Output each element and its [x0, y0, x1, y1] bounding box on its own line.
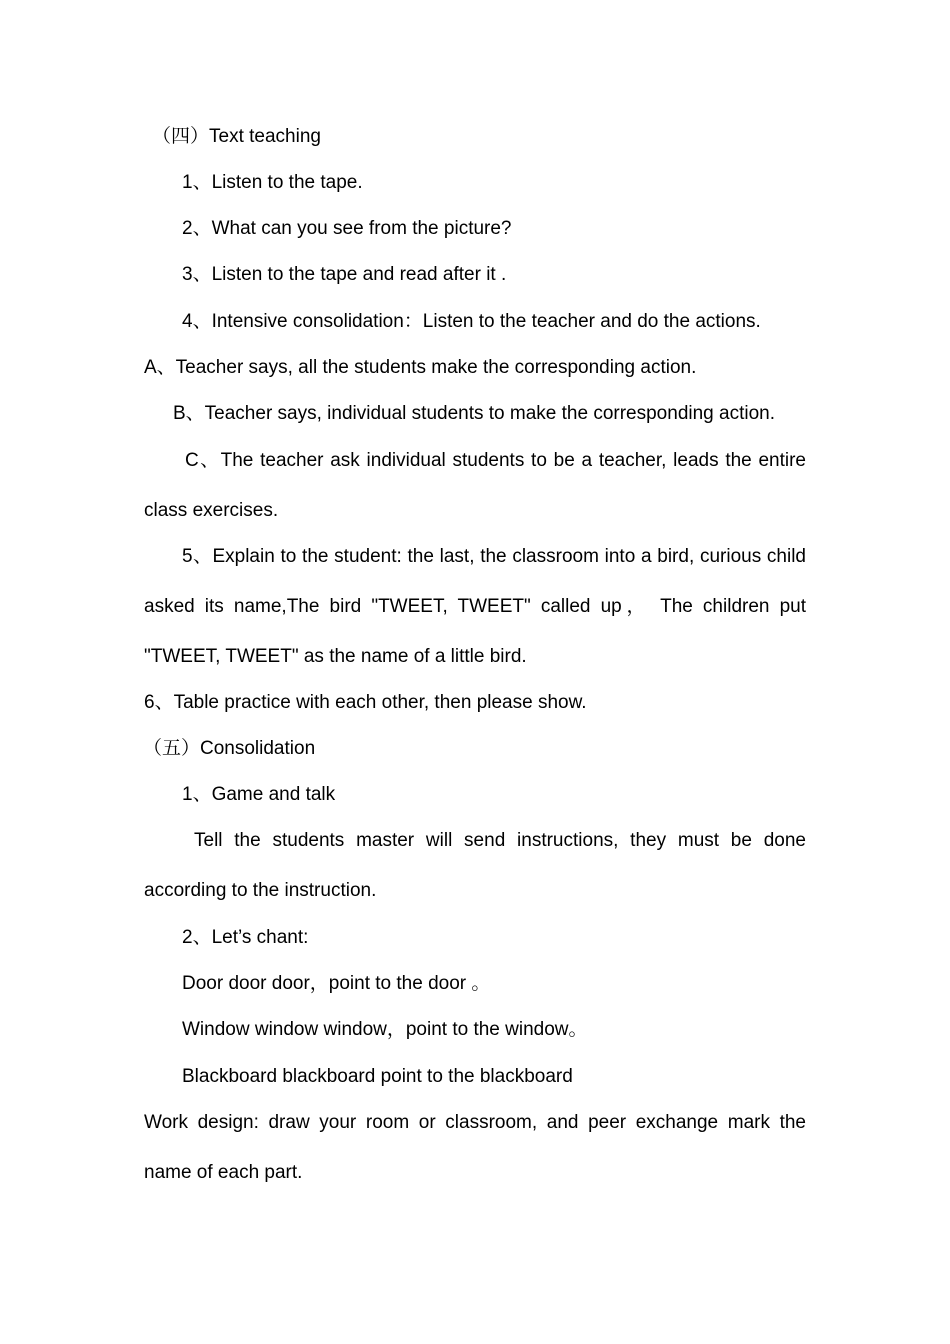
section-heading-text-teaching: （四）Text teaching — [152, 126, 321, 147]
game-instructions-continuation: according to the instruction. — [144, 880, 377, 901]
step-2-picture: 2、What can you see from the picture? — [182, 218, 512, 239]
step-1-listen: 1、Listen to the tape. — [182, 172, 363, 193]
item-a-teacher-says: A、Teacher says, all the students make the corresponding action. — [144, 357, 697, 378]
step-5-continuation-2: "TWEET, TWEET" as the name of a little bird. — [144, 646, 527, 667]
item-c-continuation: class exercises. — [144, 500, 279, 521]
consolidation-2-chant: 2、Let’s chant: — [182, 927, 309, 948]
work-design-continuation: name of each part. — [144, 1162, 303, 1183]
chant-line-blackboard: Blackboard blackboard point to the blackboard — [182, 1066, 573, 1087]
work-design: Work design: draw your room or classroom, and peer exchange mark the — [144, 1112, 806, 1133]
consolidation-1-game: 1、Game and talk — [182, 784, 336, 805]
step-6-table-practice: 6、Table practice with each other, then please show. — [144, 692, 587, 713]
chant-line-door: Door door door，point to the door 。 — [182, 973, 491, 994]
game-instructions: Tell the students master will send instructions, they must be done — [194, 830, 806, 851]
chant-line-window: Window window window，point to the window。 — [182, 1019, 588, 1040]
step-4-consolidation: 4、Intensive consolidation：Listen to the teacher and do the actions. — [182, 311, 761, 332]
item-b-teacher-says: B、Teacher says, individual students to make the corresponding action. — [173, 403, 775, 424]
step-5-continuation-1: asked its name,The bird "TWEET, TWEET" called up， The children put — [144, 596, 806, 617]
step-5-explain: 5、Explain to the student: the last, the classroom into a bird, curious child — [182, 546, 806, 567]
item-c-teacher-asks: C、The teacher ask individual students to be a teacher, leads the entire — [185, 450, 806, 471]
step-3-read-after: 3、Listen to the tape and read after it . — [182, 264, 507, 285]
section-heading-consolidation: （五）Consolidation — [143, 738, 316, 759]
